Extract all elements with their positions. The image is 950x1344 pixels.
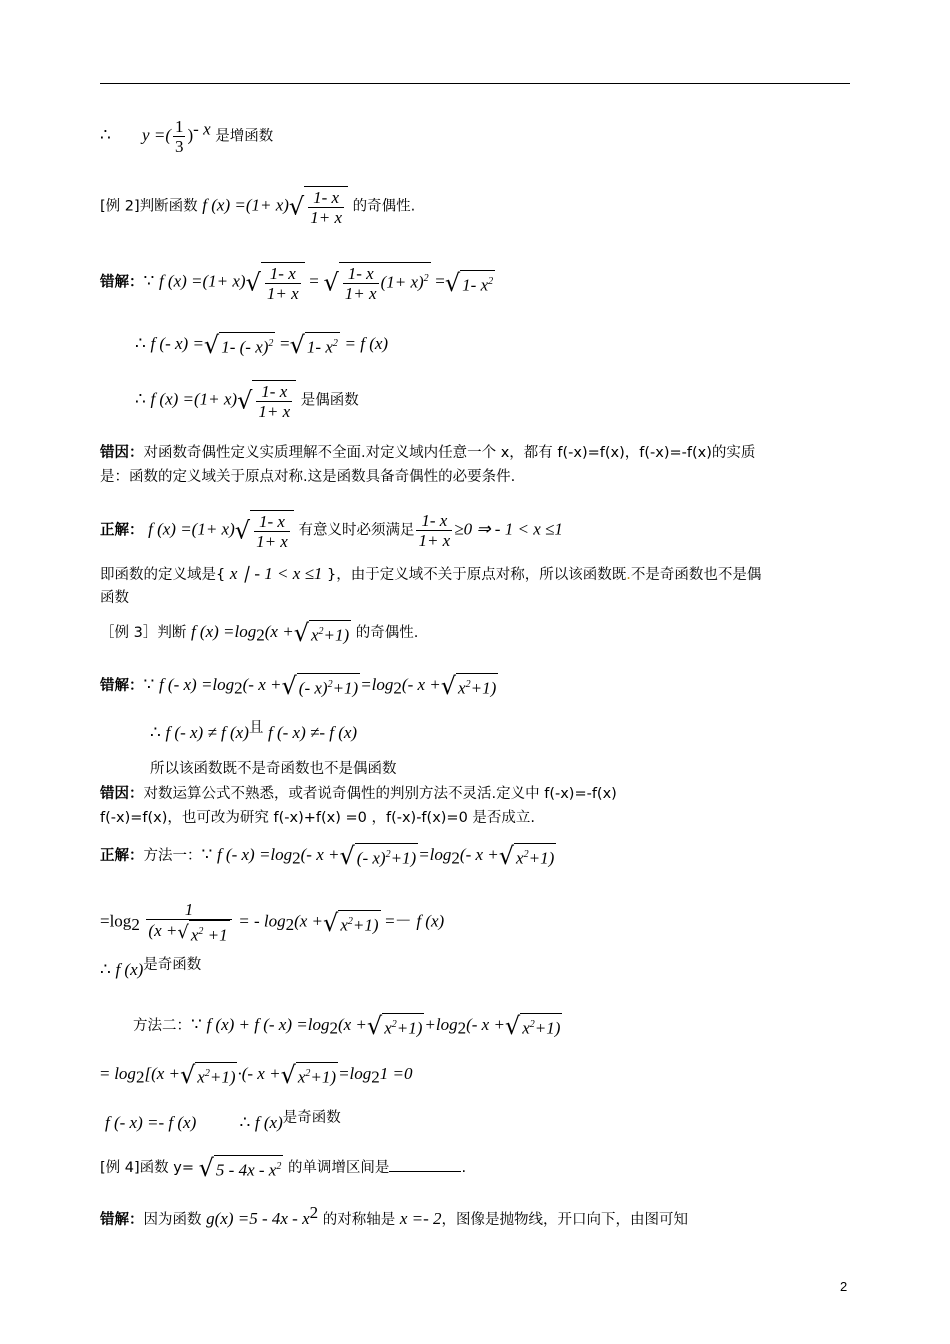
error-cause-3-line2: f(-x)=f(x)，也可改为研究 f(-x)+f(x) =0 ，f(-x)-f(x)=0 是否成立. xyxy=(100,810,536,826)
wrong-solution-4-line1: 错解：因为函数 $g(x) =5 - 4x - x^2$ 的对称轴是 x =- 2，图像是抛物线，开口向下，由图可知 xyxy=(100,1203,689,1228)
wrong-solution-3-line1: 错解：∵ f (- $x) =\log_2(-$ x +√ (- $x)^2+1) =\log_2(-$ x +√ $x^2+1$) xyxy=(100,671,497,700)
page-number: 2 xyxy=(840,1279,848,1294)
correct-solution-2-line2: 即函数的定义域是{ x ∣ - 1 < x ≤1 }，由于定义域不关于原点对称，所以该函数既.不是奇函数也不是偶 xyxy=(100,564,762,583)
error-cause-2-line1: 错因：对函数奇偶性定义实质理解不全面.对定义域内任意一个 x，都有 f(-x)=f(x)，f(-x)=-f(x)的实质 xyxy=(100,445,756,461)
correct-solution-3-method1-line1: 正解：方法一：∵ f (- $x) =\log_2(-$ x +√ (- $x)^2+1) =\log_2(-$ x +√ $x^2+1$) xyxy=(100,841,555,870)
correct-solution-3-method2-line3: f (- x) =- f (x) ∴ f $(x)^{是奇函数}$ xyxy=(105,1110,341,1132)
example-2-heading: [例 2]判断函数 f (x) =(1+ x)√ $\frac{1- x}{1+ x}$ 的奇偶性. xyxy=(100,188,416,227)
correct-solution-3-method1-line3: ∴ f $(x)^{是奇函数}$ xyxy=(100,957,202,979)
example-4-heading: [例 4]函数 y= √ $5 - 4x - x^2$ 的单调增区间是 . xyxy=(100,1153,467,1182)
wrong-solution-2-line2: ∴ f (- x) =√ 1- (- x)$^2$ =√ 1- $x^2 = f$ (x) xyxy=(135,330,389,359)
header-rule xyxy=(100,83,850,84)
fraction-one-third: $\frac{1}{3}$ xyxy=(174,117,184,156)
example-3-heading: ［例 3］判断 f $(x) =\log_2(x$ +√ $x^2+1$) 的奇偶性. xyxy=(100,618,419,647)
error-cause-2-line2: 是：函数的定义域关于原点对称.这是函数具备奇偶性的必要条件. xyxy=(100,469,516,485)
correct-solution-3-method2-line2: = $\log_2[(x$ +√ $x^2+1$) ·(- x +√ $x^2+1) =\log_21 =0$ xyxy=(100,1060,413,1089)
wrong-solution-2-line1: 错解：∵ f (x) =(1+ x)√ $\frac{1- x}{1+ x}$ = √ $\frac{1- x}{1+ x}$ $(1+ x)^2$ =√ 1- $x^2$ xyxy=(100,264,494,303)
correct-solution-3-method1-line2: $=\log_2$ $\frac{1}{(x +√ x^2 +1}$ = - $\log_2(x$ +√ $x^2+1) =- f$ (x) xyxy=(100,900,445,945)
answer-blank xyxy=(389,1159,461,1172)
cursor-mark: . xyxy=(626,567,631,583)
wrong-solution-3-line2: ∴ f (- x) ≠ f $(x)^且$ f (- x) ≠- f (x) xyxy=(150,720,358,742)
wrong-solution-3-line3: 所以该函数既不是奇函数也不是偶函数 xyxy=(150,761,397,777)
line-increasing-function: ∴ y =( $\frac{1}{3}$ )$^{- x}$ 是增函数 xyxy=(100,117,274,156)
error-cause-3-line1: 错因：对数运算公式不熟悉，或者说奇偶性的判别方法不灵活.定义中 f(-x)=-f(x) xyxy=(100,786,617,802)
wrong-solution-2-line3: ∴ f (x) =(1+ x)√ $\frac{1- x}{1+ x}$ 是偶函数 xyxy=(135,382,359,421)
correct-solution-2-line3: 函数 xyxy=(100,590,129,606)
correct-solution-2-line1: 正解： f (x) =(1+ x)√ $\frac{1- x}{1+ x}$ 有意义时必须满足 $\frac{1- x}{1+ x}$ ≥0 ⇒ - 1 < x ≤1 xyxy=(100,511,563,551)
correct-solution-3-method2-line1: 方法二：∵ f (x) + f (- $x) =\log_2(x$ +√ $x^2+1) +\log_2(-$ x +√ $x^2+1$) xyxy=(133,1011,561,1040)
sqrt-expression: √ $\frac{1- x}{1+ x}$ xyxy=(289,186,348,227)
